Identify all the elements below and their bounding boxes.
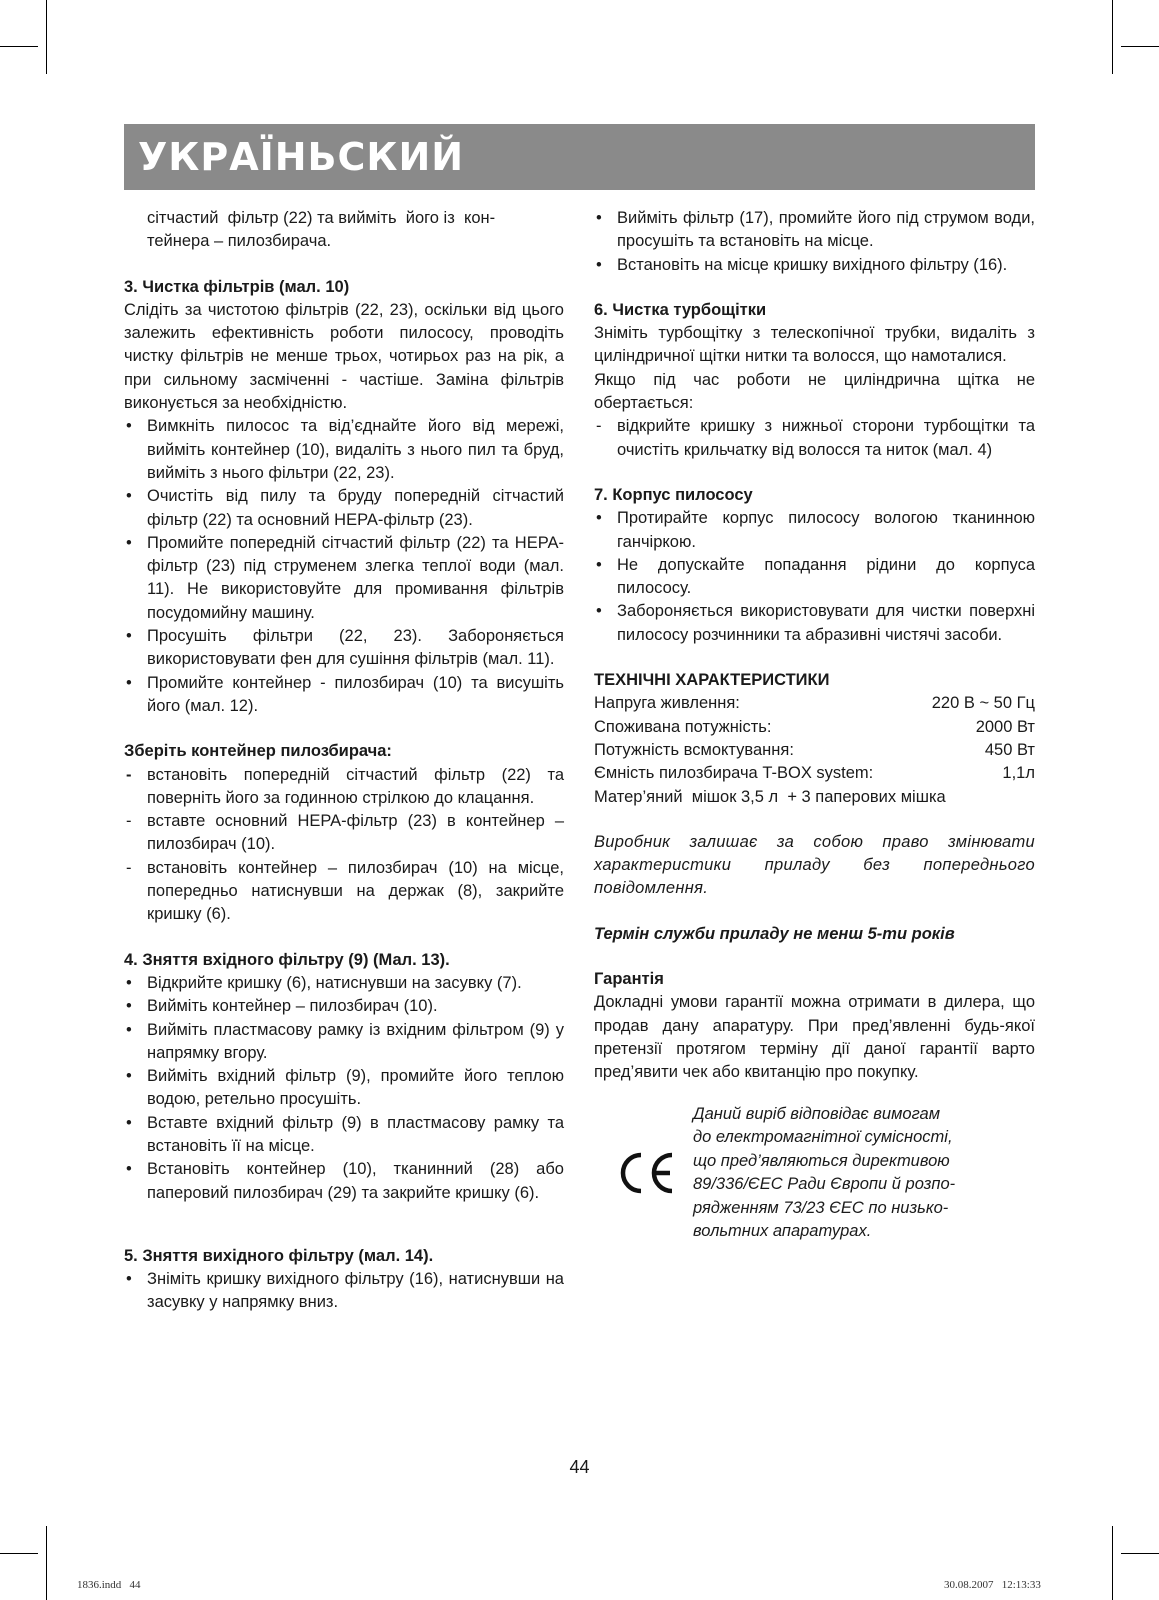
dash-list (594, 415, 1035, 462)
section-text: Зніміть турбощітку з телескопічної трубки, видаліть з циліндричної щітки нитки та волосся, що намоталися. (594, 324, 1035, 366)
section-text: Якщо під час роботи не циліндрична щітка не обертається: (594, 370, 1035, 413)
crop-mark (1121, 1553, 1159, 1554)
bag-line: Матер’яний мішок 3,5 л + 3 паперових мішка (594, 787, 946, 806)
list-item: • Зніміть кришку вихідного фільтру (16), натиснувши на засувку у напрямку вниз. (126, 1270, 564, 1312)
list-item: • Вийміть пластмасову рамку із вхідним фільтром (9) у напрямку вгору. (126, 1020, 564, 1062)
list-item: • Вийміть фільтр (17), промийте його під струмом води, просушіть та встановіть на місце. (596, 209, 1035, 251)
section-title-filters: 3. Чистка фільтрів (мал. 10) (124, 277, 350, 296)
crop-mark (46, 1526, 47, 1600)
list-item: • Не допускайте попадання рідини до корпуса пилососу. (596, 555, 1035, 598)
list-item: • Вийміть вхідний фільтр (9), промийте його теплою водою, ретельно просушіть. (126, 1067, 564, 1109)
language-header (124, 124, 1035, 190)
slug-date: 30.08.2007 12:13:33 (944, 1579, 1041, 1591)
list-item: • Вставте вхідний фільтр (9) в пластмасову рамку та встановіть її на місце. (126, 1113, 564, 1155)
page-title: УКРАЇНЬСКИЙ (138, 135, 465, 179)
bullet-list (124, 415, 564, 718)
list-item: • Вимкніть пилосос та від’єднайте його від мережі, вийміть контейнер (10), видаліть з нього пил та бруд, вийміть з нього фільтри (22, 23). (126, 417, 564, 482)
right-column (594, 207, 1035, 1263)
table-row: Споживана потужність: 2000 Вт (594, 717, 1035, 736)
table-row: Напруга живлення: 220 В ~ 50 Гц (594, 694, 1035, 713)
section-text: Слідіть за чистотою фільтрів (22, 23), оскільки від цього залежить ефективність роботи пилососу, проводіть чистку фільтрів не менше трьох, чотирьох раз на рік, а при сильному засміченні - частіше. Заміна фільтрів виконується за необхідністю. (124, 300, 564, 413)
list-item: • Встановіть контейнер (10), тканинний (28) або паперовий пилозбирач (29) та закрийте кришку (6). (126, 1160, 564, 1202)
bullet-list (594, 207, 1035, 277)
section-title-turbo-brush: 6. Чистка турбощітки (594, 300, 767, 319)
list-item: • Забороняється використовувати для чистки поверхні пилососу розчинники та абразивні чистячі засоби. (596, 602, 1035, 644)
crop-mark (1112, 1526, 1113, 1600)
crop-mark (1121, 46, 1159, 47)
warranty-title: Гарантія (594, 970, 664, 989)
list-item: • Встановіть на місце кришку вихідного фільтру (16). (596, 255, 1008, 274)
list-item: • Протирайте корпус пилососу вологою тканинною ганчіркою. (596, 509, 1035, 551)
table-row: Потужність всмоктування: 450 Вт (594, 740, 1035, 759)
service-life: Термін служби приладу не менш 5-ти років (594, 924, 955, 943)
section-title-outlet-filter: 5. Зняття вихідного фільтру (мал. 14). (124, 1246, 434, 1265)
crop-mark (1112, 0, 1113, 74)
list-item: • Просушіть фільтри (22, 23). Забороняється використовувати фен для сушіння фільтрів (мал. 11). (126, 627, 564, 669)
crop-mark (46, 0, 47, 74)
left-column (124, 207, 564, 1315)
list-item: • Промийте попередній сітчастий фільтр (22) та HEPA- фільтр (23) під струменем злегка теплої води (мал. 11). Не використовуйте для промивання фільтрів посудомийну машину. (126, 533, 564, 622)
list-item: • Промийте контейнер - пилозбирач (10) та висушіть його (мал. 12). (126, 673, 564, 715)
table-row: Ємність пилозбирача T-BOX system: 1,1л (594, 764, 1035, 783)
warranty-text: Докладні умови гарантії можна отримати в дилера, що продав дану апаратуру. При пред’явленні будь-якої претензії протягом терміну дії даної гарантії варто пред’явити чек або квитанцію про покупку. (594, 993, 1035, 1082)
list-item: • Відкрийте кришку (6), натиснувши на засувку (7). (126, 973, 522, 992)
section-title-assemble: Зберіть контейнер пилозбирача: (124, 742, 392, 761)
list-item: • Вийміть контейнер – пилозбирач (10). (126, 997, 438, 1016)
section-title-inlet-filter: 4. Зняття вхідного фільтру (9) (Мал. 13). (124, 950, 450, 969)
ce-text: Даний виріб відповідає вимогам до електромагнітної сумісності, що пред’являються директивою 89/336/ЄЕС Ради Європи й розпо- рядженням 73/23 ЄЕС по низько- вольтних апаратурах. (693, 1104, 956, 1241)
crop-mark (0, 46, 38, 47)
list-item: - відкрийте кришку з нижньої сторони турбощітки та очистіть крильчатку від волосся та ниток (мал. 4) (596, 417, 1035, 459)
ce-declaration (594, 1103, 1035, 1263)
list-item: - встановіть контейнер – пилозбирач (10) на місце, попередньо натиснувши на держак (8), закрийте кришку (6). (126, 858, 564, 924)
bullet-list (124, 972, 564, 1205)
bullet-list (594, 507, 1035, 647)
page-number: 44 (569, 1457, 590, 1477)
continued-text: сітчастий фільтр (22) та вийміть його із кон- тейнера – пилозбирача. (147, 209, 496, 251)
list-item: - встановіть попередній сітчастий фільтр (22) та поверніть його за годинною стрілкою до клацання. (126, 765, 564, 807)
bullet-list (124, 1268, 564, 1315)
dash-list (124, 764, 564, 927)
ce-mark-icon (614, 1149, 680, 1197)
list-item: • Очистіть від пилу та бруду попередній сітчастий фільтр (22) та основний HEPA-фільтр (23). (126, 487, 564, 529)
specs-table (594, 692, 1035, 785)
crop-mark (0, 1553, 38, 1554)
slug-file: 1836.indd 44 (77, 1579, 141, 1591)
specs-title: ТЕХНІЧНІ ХАРАКТЕРИСТИКИ (594, 671, 830, 690)
list-item: - вставте основний HEPA-фільтр (23) в контейнер – пилозбирач (10). (126, 812, 564, 854)
section-title-body: 7. Корпус пилососу (594, 485, 753, 504)
disclaimer: Виробник залишає за собою право змінювати характеристики приладу без попереднього повідомлення. (594, 832, 1035, 898)
